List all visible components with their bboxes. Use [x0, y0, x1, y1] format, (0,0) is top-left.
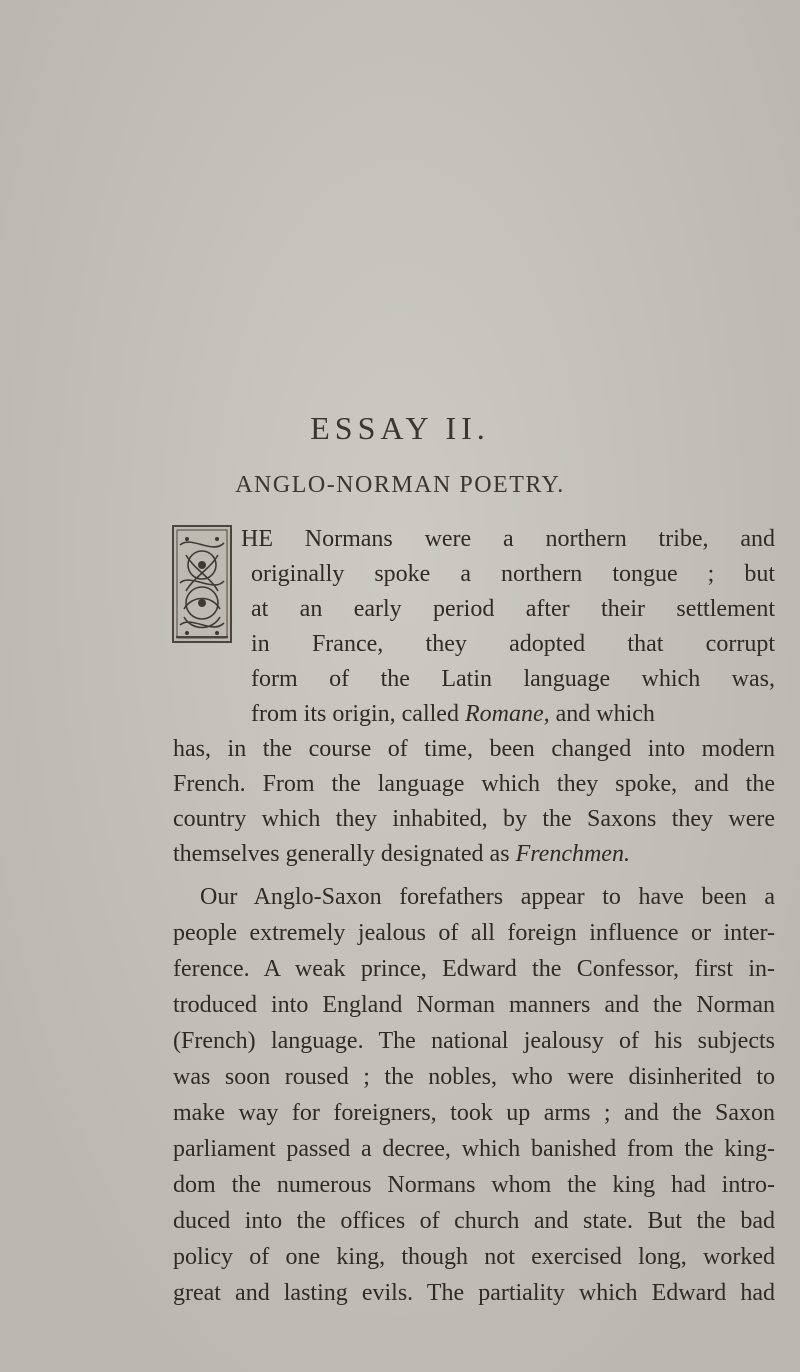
text-line: great and lasting evils. The partiality which Edward had [173, 1280, 775, 1306]
text-line: was soon roused ; the nobles, who were disinherited to [173, 1064, 775, 1090]
text-line-mixed [173, 839, 775, 869]
text-line: form of the Latin language which was, [251, 666, 775, 692]
italic-word: Romane, [464, 701, 550, 727]
italic-word: Frenchmen. [515, 841, 630, 867]
text-fragment: and which [555, 701, 655, 727]
text-fragment: from its origin, called [251, 701, 459, 727]
text-line: in France, they adopted that corrupt [251, 631, 775, 657]
text-line: duced into the offices of church and state. But the bad [173, 1208, 775, 1234]
text-line: parliament passed a decree, which banished from the king- [173, 1136, 775, 1162]
essay-heading: ESSAY II. [310, 410, 490, 446]
text-line: (French) language. The national jealousy of his subjects [173, 1028, 775, 1054]
text-line: country which they inhabited, by the Saxons they were [173, 806, 775, 832]
text-line: HE Normans were a northern tribe, and [241, 526, 775, 552]
text-line: people extremely jealous of all foreign influence or inter- [173, 920, 775, 946]
text-line-mixed [251, 699, 775, 729]
text-line: at an early period after their settlement [251, 596, 775, 622]
text-line: Our Anglo-Saxon forefathers appear to have been a [200, 884, 775, 910]
text-line: policy of one king, though not exercised long, worked [173, 1244, 775, 1270]
text-line: troduced into England Norman manners and the Norman [173, 992, 775, 1018]
text-line: ference. A weak prince, Edward the Confessor, first in- [173, 956, 775, 982]
essay-subtitle: ANGLO-NORMAN POETRY. [235, 472, 565, 498]
text-line: originally spoke a northern tongue ; but [251, 561, 775, 587]
text-fragment: themselves generally designated as [173, 841, 510, 867]
text-line: French. From the language which they spoke, and the [173, 771, 775, 797]
text-line: has, in the course of time, been changed into modern [173, 736, 775, 762]
text-line: dom the numerous Normans whom the king had intro- [173, 1172, 775, 1198]
text-line: make way for foreigners, took up arms ; and the Saxon [173, 1100, 775, 1126]
